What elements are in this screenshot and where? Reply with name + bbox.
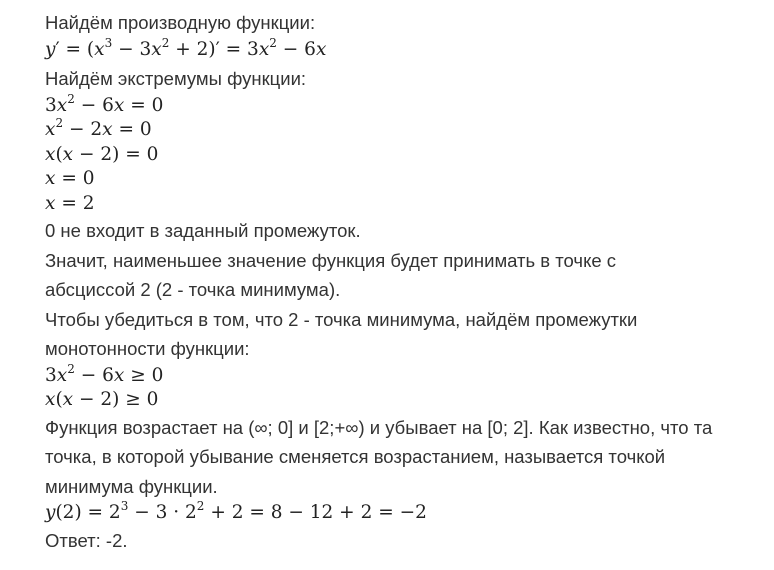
text-check-line-2: монотонности функции: bbox=[45, 338, 250, 359]
text-monotonicity-line-3: минимума функции. bbox=[45, 475, 218, 497]
heading-extrema: Найдём экстремумы функции: bbox=[45, 68, 307, 89]
text-monotonicity-line-1: Функция возрастает на (∞; 0] и [2;+∞) и убывает на [0; 2]. Как известно, что та bbox=[45, 416, 713, 438]
equation-step-1: $3x^2 - 6x = 0$ bbox=[45, 91, 164, 116]
root-x0: x = 0 bbox=[45, 168, 95, 189]
text-monotonicity-line-2: точка, в которой убывание сменяется возрастанием, называется точкой bbox=[45, 446, 666, 467]
inequality-step-2: x(x − 2) ≥ 0 bbox=[45, 389, 159, 410]
formula-derivative: $y' = (x^3 - 3x^2 + 2)' = 3x^2 - 6x$ bbox=[45, 35, 327, 60]
equation-step-3: x(x − 2) = 0 bbox=[45, 143, 159, 165]
heading-derivative: Найдём производную функции: bbox=[45, 12, 316, 33]
text-conclusion-line-1: Значит, наименьшее значение функция будет принимать в точке с bbox=[45, 249, 617, 271]
root-x2: x = 2 bbox=[45, 192, 95, 214]
inequality-step-1: $3x^2 - 6x \ge 0$ bbox=[45, 361, 164, 386]
text-not-in-interval: 0 не входит в заданный промежуток. bbox=[45, 220, 361, 241]
solution-document bbox=[45, 8, 765, 555]
formula-y-of-2: $y(2) = 2^3 - 3 \cdot 2^2 + 2 = 8 - 12 + 2 = -2$ bbox=[45, 499, 427, 523]
answer-text: Ответ: -2. bbox=[45, 529, 128, 551]
equation-step-2: $x^2 - 2x = 0$ bbox=[45, 116, 152, 140]
text-check-line-1: Чтобы убедиться в том, что 2 - точка минимума, найдём промежутки bbox=[45, 308, 638, 330]
text-conclusion-line-2: абсциссой 2 (2 - точка минимума). bbox=[45, 279, 341, 300]
